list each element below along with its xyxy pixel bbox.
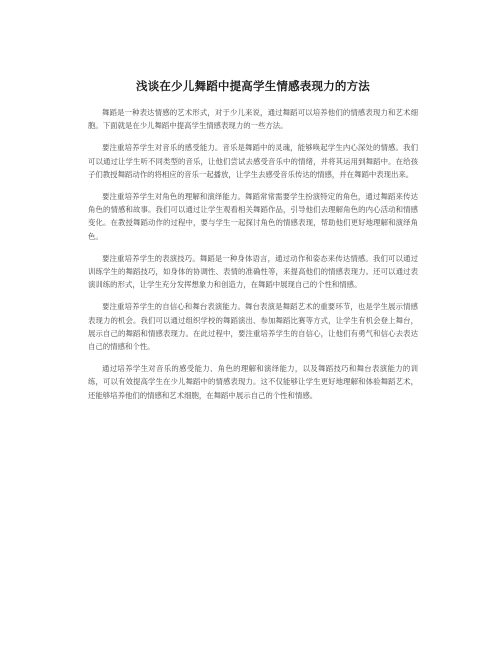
document-page [88,78,418,411]
paragraph-music: 要注重培养学生对音乐的感受能力。音乐是舞蹈中的灵魂，能够唤起学生内心深处的情感。我们可以通过让学生听不同类型的音乐，让他们尝试去感受音乐中的情绪，并将其运用到舞蹈中。在给孩子们教授舞蹈动作的将相应的音乐一起播放，让学生去感受音乐传达的情感，并在舞蹈中表现出来。 [88,143,418,179]
paragraph-technique: 要注重培养学生的表演技巧。舞蹈是一种身体语言，通过动作和姿态来传达情感。我们可以通过训练学生的舞蹈技巧，如身体的协调性、表情的准确性等，来提高他们的情感表现力。还可以通过表演训练的形式，让学生充分发挥想象力和创造力，在舞蹈中展现自己的个性和情感。 [88,253,418,290]
document-title: 浅谈在少儿舞蹈中提高学生情感表现力的方法 [136,79,370,93]
paragraph-conclusion: 通过培养学生对音乐的感受能力、角色的理解和演绎能力，以及舞蹈技巧和舞台表演能力的训练，可以有效提高学生在少儿舞蹈中的情感表现力。这不仅能够让学生更好地理解和体验舞蹈艺术，还能够培养他们的情感和艺术细胞，在舞蹈中展示自己的个性和情感。 [88,364,418,400]
paragraph-stage: 要注重培养学生的自信心和舞台表演能力。舞台表演是舞蹈艺术的重要环节，也是学生展示情感表现力的机会。我们可以通过组织学校的舞蹈演出、参加舞蹈比赛等方式，让学生有机会登上舞台，展示自己的舞蹈和情感表现力。在此过程中，要注重培养学生的自信心，让他们有勇气和信心去表达自己的情感和个性。 [88,302,418,352]
paragraph-role: 要注重培养学生对角色的理解和演绎能力。舞蹈常常需要学生扮演特定的角色，通过舞蹈来传达角色的情感和故事。我们可以通过让学生观看相关舞蹈作品，引导他们去理解角色的内心活动和情感变化。在教授舞蹈动作的过程中，要与学生一起探讨角色的情感表现，帮助他们更好地理解和演绎角色。 [88,192,418,241]
paragraph-intro: 舞蹈是一种表达情感的艺术形式，对于少儿来说，通过舞蹈可以培养他们的情感表现力和艺术细胞。下面就是在少儿舞蹈中提高学生情感表现力的一些方法。 [88,108,418,131]
